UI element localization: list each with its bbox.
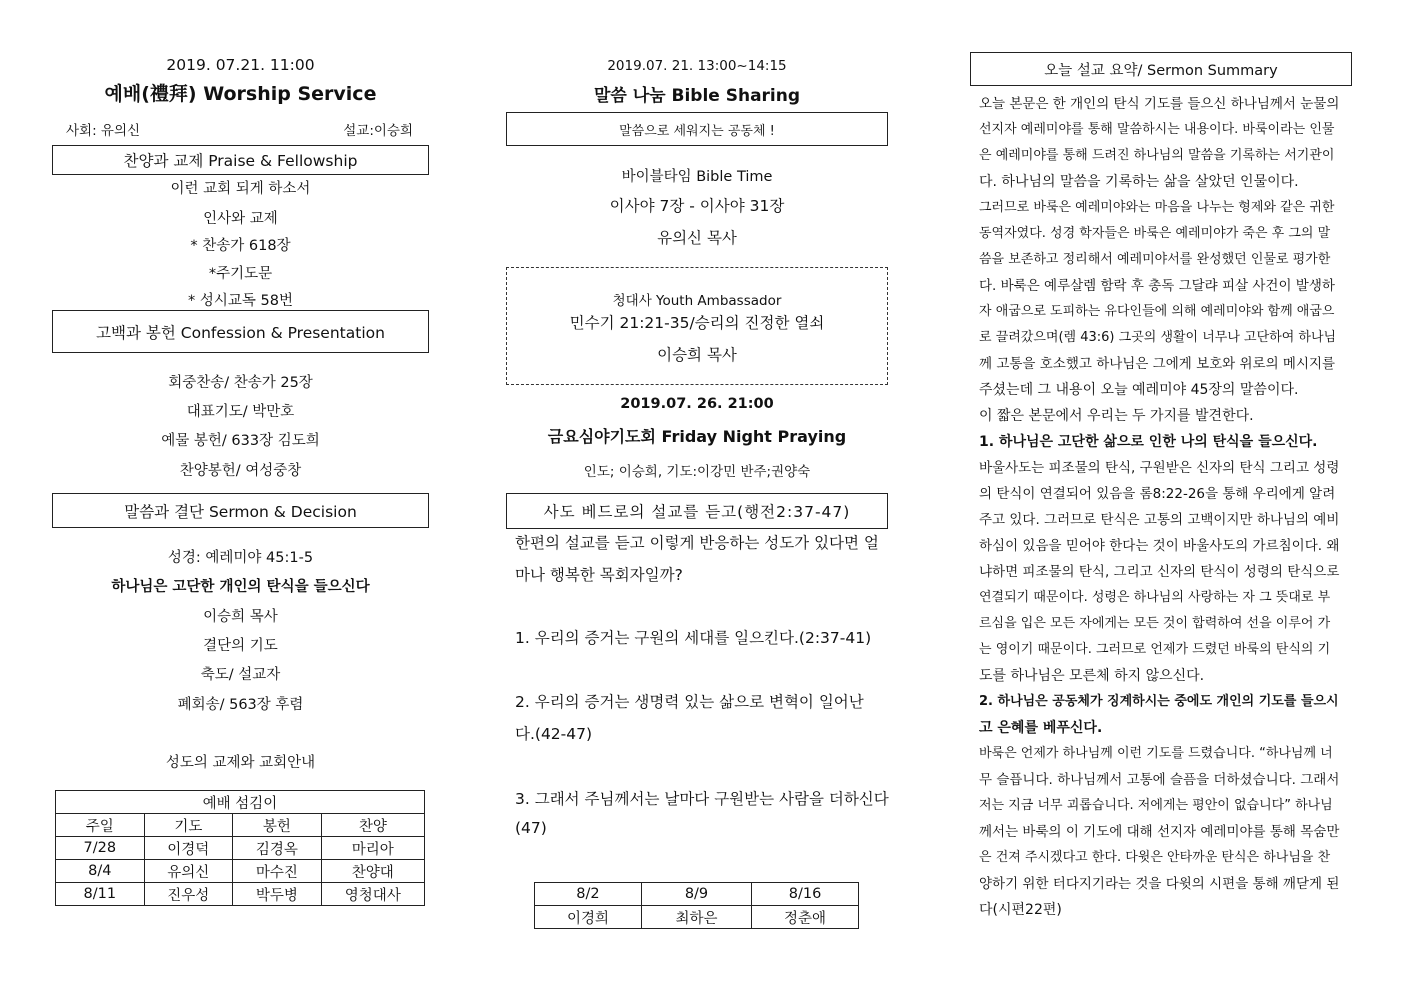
table-cell: 정춘애 (752, 906, 859, 929)
friday-title: 금요심야기도회 Friday Night Praying (547, 427, 847, 446)
section-sermon-decision (52, 493, 429, 528)
friday-roles: 인도; 이승희, 기도:이강민 반주;권양숙 (583, 464, 811, 480)
table-cell: 마수진 (233, 860, 322, 883)
table-cell: 8/11 (56, 883, 145, 906)
summary-line: 은 예레미야를 통해 드려진 하나님의 말씀을 기록하는 서기관이 (979, 148, 1335, 163)
friday-point: 1. 우리의 증거는 구원의 세대를 일으킨다.(2:37-41) (515, 629, 872, 647)
table-cell: 이경희 (535, 906, 642, 929)
summary-line: 이 짧은 본문에서 우리는 두 가지를 발견한다. (979, 408, 1254, 424)
friday-point: 다.(42-47) (515, 725, 593, 743)
summary-line: 의 탄식이 연결되어 있음을 롬8:22-26을 통해 우리에게 알려 (979, 486, 1336, 502)
section-label: 찬양과 교제 Praise & Fellowship (123, 152, 358, 170)
worship-preacher: 설교:이승희 (343, 123, 413, 139)
table-row (56, 814, 425, 837)
summary-line: 그러므로 바룩은 예레미야와는 마음을 나누는 형제와 같은 귀한 (979, 200, 1335, 215)
summary-line: 양하기 위한 터다지기라는 것을 다윗의 시편을 통해 깨닫게 된 (979, 876, 1340, 892)
friday-schedule-table (534, 882, 859, 929)
table-cell: 최하은 (641, 906, 751, 929)
worship-host: 사회: 유의신 (66, 123, 141, 139)
table-cell: 진우성 (144, 883, 233, 906)
summary-line: 오늘 본문은 한 개인의 탄식 기도를 들으신 하나님께서 눈물의 (979, 96, 1340, 112)
table-cell: 찬양대 (321, 860, 424, 883)
order-item: * 성시교독 58번 (188, 293, 293, 309)
bible-time: 바이블타임 Bible Time (621, 169, 773, 185)
summary-line: 로 끌려갔으며(렘 43:6) 그곳의 생활이 너무나 고단하여 하나님 (979, 330, 1337, 345)
table-cell: 박두병 (233, 883, 322, 906)
bible-range: 이사야 7장 - 이사야 31장 (609, 197, 785, 215)
order-item: 회중찬송/ 찬송가 25장 (168, 375, 313, 391)
summary-line: 께 고통을 호소했고 하나님은 그에게 보호와 위로의 메시지를 (979, 356, 1336, 372)
section-confession-presentation (52, 310, 429, 353)
section-label: 고백과 봉헌 Confession & Presentation (96, 323, 385, 342)
summary-line: 자 애굽으로 도피하는 유다인들에 의해 예레미야와 함께 애굽으 (979, 304, 1335, 319)
summary-line: 다(시편22편) (979, 902, 1062, 918)
friday-intro-line: 마나 행복한 목회자일까? (515, 566, 683, 584)
table-row (535, 883, 859, 906)
summary-heading-line: 2. 하나님은 공동체가 징계하시는 중에도 개인의 기도를 들으시 (979, 694, 1339, 709)
table-row (535, 906, 859, 929)
church-notice: 성도의 교제와 교회안내 (165, 755, 316, 771)
summary-heading-line: 1. 하나님은 고단한 삶으로 인한 나의 탄식을 들으신다. (979, 434, 1318, 450)
order-item: 이런 교회 되게 하소서 (170, 181, 311, 197)
summary-line: 무 슬픕니다. 하나님께서 고통에 슬픔을 더하셨습니다. 그래서 (979, 772, 1340, 788)
section-praise-fellowship (52, 145, 429, 175)
worship-datetime: 2019. 07.21. 11:00 (166, 56, 315, 74)
scripture: 성경: 예레미야 45:1-5 (167, 550, 314, 566)
order-item: 대표기도/ 박만호 (186, 404, 295, 420)
summary-line: 께서는 바룩의 이 기도에 대해 선지자 예레미야를 통해 목숨만 (979, 824, 1340, 840)
summary-line: 바울사도는 피조물의 탄식, 구원받은 신자의 탄식 그리고 성령 (979, 460, 1340, 476)
summary-line: 씀을 보존하고 정리해서 예레미야서를 완성했던 인물로 평가한 (979, 252, 1331, 267)
table-cell: 이경덕 (144, 837, 233, 860)
table-header: 주일 (56, 814, 145, 837)
summary-line: 저는 지금 너무 괴롭습니다. 저에게는 평안이 없습니다” 하나님 (979, 798, 1333, 813)
motto-text: 말씀으로 세워지는 공동체 ! (619, 123, 775, 139)
friday-point: (47) (515, 819, 547, 837)
servers-table (55, 790, 425, 906)
table-cell: 8/4 (56, 860, 145, 883)
table-cell: 8/2 (535, 883, 642, 906)
bible-datetime: 2019.07. 21. 13:00~14:15 (607, 58, 787, 74)
summary-line: 도를 하나님은 모른체 하지 않으신다. (979, 668, 1205, 684)
table-cell: 7/28 (56, 837, 145, 860)
table-cell: 영청대사 (321, 883, 424, 906)
table-row (56, 860, 425, 883)
order-item: 폐회송/ 563장 후렴 (177, 697, 304, 713)
summary-line: 는 영이기 때문이다. 그러므로 언제가 드렸던 바룩의 탄식의 기 (979, 642, 1331, 657)
order-item: 축도/ 설교자 (200, 667, 281, 683)
summary-line: 선지자 예레미야를 통해 말씀하시는 내용이다. 바룩이라는 인물 (979, 122, 1335, 137)
order-item: 이승희 목사 (203, 609, 278, 625)
friday-point: 3. 그래서 주님께서는 날마다 구원받는 사람을 더하신다 (515, 790, 889, 808)
worship-title: 예배(禮拜) Worship Service (104, 83, 377, 105)
table-cell: 8/16 (752, 883, 859, 906)
summary-line: 동역자였다. 성경 학자들은 바룩은 예레미야가 죽은 후 그의 말 (979, 226, 1331, 241)
table-row (56, 837, 425, 860)
table-header: 기도 (144, 814, 233, 837)
summary-line: 냐하면 피조물의 탄식, 그리고 신자의 탄식이 성령의 탄식으로 (979, 564, 1340, 580)
order-item: 찬양봉헌/ 여성중창 (179, 463, 302, 479)
order-item: 예물 봉헌/ 633장 김도희 (161, 433, 320, 449)
summary-line: 하심이 있음을 믿어야 한다는 것이 바울사도의 가르침이다. 왜 (979, 538, 1340, 554)
table-cell: 유의신 (144, 860, 233, 883)
sermon-title: 하나님은 고단한 개인의 탄식을 들으신다 (111, 579, 370, 595)
summary-line: 주고 있다. 그러므로 탄식은 고통의 고백이지만 하나님의 예비 (979, 512, 1340, 528)
summary-line: 바룩은 언제가 하나님께 이런 기도를 드렸습니다. “하나님께 너 (979, 746, 1333, 761)
summary-line: 연결되기 때문이다. 성령은 하나님의 사랑하는 자 그 뜻대로 부 (979, 590, 1331, 605)
summary-title-box (970, 52, 1352, 86)
order-item: 결단의 기도 (203, 638, 278, 654)
summary-heading-line: 고 은혜를 베푸신다. (979, 720, 1103, 736)
section-label: 말씀과 결단 Sermon & Decision (124, 502, 357, 521)
friday-intro-line: 한편의 설교를 듣고 이렇게 반응하는 성도가 있다면 얼 (515, 534, 879, 552)
table-row (56, 883, 425, 906)
order-item: *주기도문 (208, 266, 273, 282)
order-item: * 찬송가 618장 (190, 238, 291, 254)
friday-point: 2. 우리의 증거는 생명력 있는 삶으로 변혁이 일어난 (515, 693, 864, 711)
table-cell: 8/9 (641, 883, 751, 906)
bible-leader: 유의신 목사 (657, 229, 737, 247)
youth-text: 민수기 21:21-35/승리의 진정한 열쇠 (569, 314, 825, 332)
summary-title: 오늘 설교 요약/ Sermon Summary (1044, 62, 1278, 79)
summary-body (979, 91, 1343, 923)
summary-line: 르심을 입은 모든 자에게는 모든 것이 합력하여 선을 이루어 가 (979, 616, 1331, 631)
summary-line: 다. 바룩은 예루살렘 함락 후 총독 그달랴 피살 사건이 발생하 (979, 278, 1335, 294)
youth-title: 청대사 Youth Ambassador (612, 293, 782, 309)
summary-line: 다. 하나님의 말씀을 기록하는 삶을 살았던 인물이다. (979, 174, 1299, 190)
motto-box (506, 112, 888, 146)
table-cell: 마리아 (321, 837, 424, 860)
friday-datetime: 2019.07. 26. 21:00 (620, 396, 774, 412)
summary-line: 은 건져 주시겠다고 한다. 다윗은 안타까운 탄식은 하나님을 찬 (979, 850, 1331, 865)
youth-leader: 이승희 목사 (657, 346, 737, 364)
table-header: 찬양 (321, 814, 424, 837)
order-item: 인사와 교제 (203, 211, 278, 227)
friday-sermon-title: 사도 베드로의 설교를 듣고(행전2:37-47) (543, 503, 851, 521)
friday-sermon-box (506, 493, 888, 529)
table-header: 봉헌 (233, 814, 322, 837)
servers-table-title: 예배 섬김이 (56, 791, 425, 814)
bible-title: 말씀 나눔 Bible Sharing (593, 86, 801, 106)
summary-line: 주셨는데 그 내용이 오늘 예레미야 45장의 말씀이다. (979, 382, 1299, 398)
table-cell: 김경옥 (233, 837, 322, 860)
